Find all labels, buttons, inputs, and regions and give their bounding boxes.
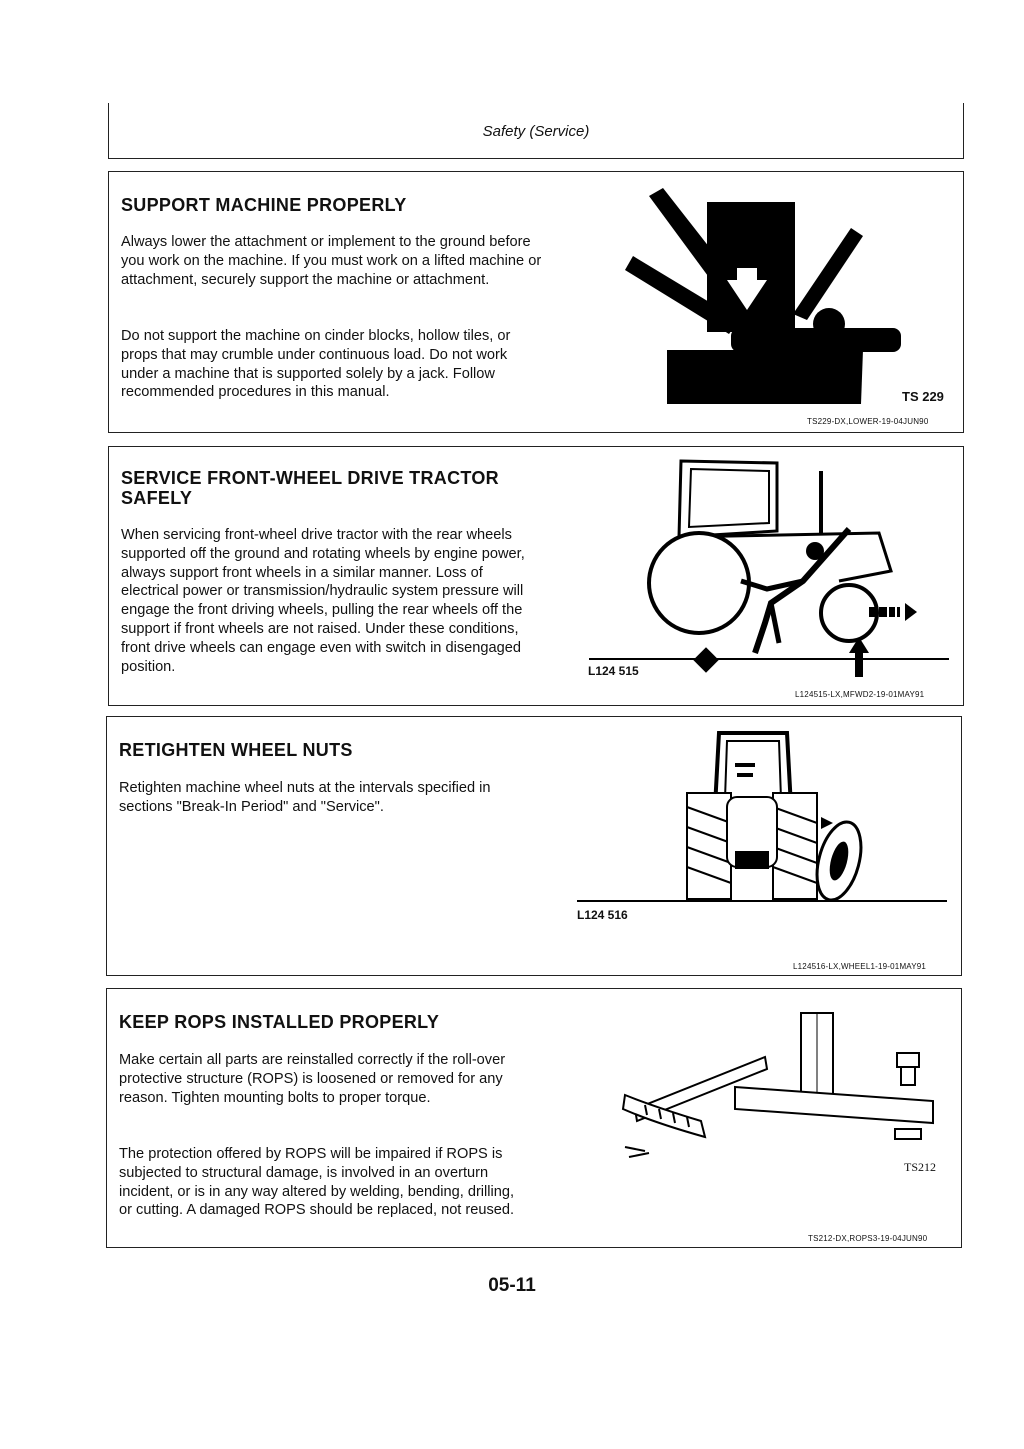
section-paragraph: Always lower the attachment or implement to the ground before you work on the machine. If you must work on a lifted machine or attachment, securely support the machine or attachment. — [121, 234, 542, 288]
rops-bracket-icon — [615, 997, 955, 1187]
section-heading: KEEP ROPS INSTALLED PROPERLY — [119, 1012, 440, 1032]
figure-label: TS 229 — [902, 389, 944, 404]
figure-label: L124 516 — [577, 908, 628, 922]
page-header — [108, 103, 964, 159]
crush-hazard-icon — [621, 178, 921, 408]
section-wheel-nuts — [106, 716, 962, 976]
tractor-wheel-icon — [577, 727, 957, 907]
section-heading: SERVICE FRONT-WHEEL DRIVE TRACTOR SAFELY — [121, 468, 499, 508]
section-front-wheel-drive — [108, 446, 964, 706]
tractor-runover-icon — [579, 453, 959, 693]
section-rops — [106, 988, 962, 1248]
figure-label: L124 515 — [588, 664, 639, 678]
figure-id: TS212-DX,ROPS3-19-04JUN90 — [808, 1234, 928, 1243]
section-paragraph: Do not support the machine on cinder blocks, hollow tiles, or props that may crumble under continuous load. Do not work under a machine that is supported solely by a jack. Follow recommended procedures in this manual. — [121, 328, 511, 401]
section-paragraph: Retighten machine wheel nuts at the intervals specified in sections "Break-In Period" and "Service". — [119, 780, 491, 815]
section-heading: SUPPORT MACHINE PROPERLY — [121, 195, 407, 215]
section-support-machine — [108, 171, 964, 433]
figure-label: TS212 — [904, 1160, 937, 1174]
section-heading: RETIGHTEN WHEEL NUTS — [119, 740, 353, 760]
page-number: 05-11 — [488, 1275, 536, 1296]
figure-id: TS229-DX,LOWER-19-04JUN90 — [807, 417, 929, 426]
figure-id: L124516-LX,WHEEL1-19-01MAY91 — [793, 962, 927, 971]
section-paragraph: The protection offered by ROPS will be impaired if ROPS is subjected to structural damage, is involved in an overturn incident, or is in any way altered by welding, bending, drilling, or cutting. A damaged ROPS should be replaced, not reused. — [119, 1146, 515, 1219]
section-paragraph: When servicing front-wheel drive tractor with the rear wheels supported off the ground and rotating wheels by engine power, always support front wheels in a similar manner. Loss of electrical power or transmission/hydraulic system pressure will engage the front driving wheels, pulling the rear wheels off the support if front wheels are not raised. Under these conditions, front drive wheels can engage even with switch in disengaged position. — [121, 527, 525, 675]
header-title: Safety (Service) — [482, 123, 590, 140]
figure-id: L124515-LX,MFWD2-19-01MAY91 — [795, 690, 925, 699]
section-paragraph: Make certain all parts are reinstalled correctly if the roll-over protective structure (ROPS) is loosened or removed for any reason. Tighten mounting bolts to proper torque. — [119, 1052, 506, 1106]
